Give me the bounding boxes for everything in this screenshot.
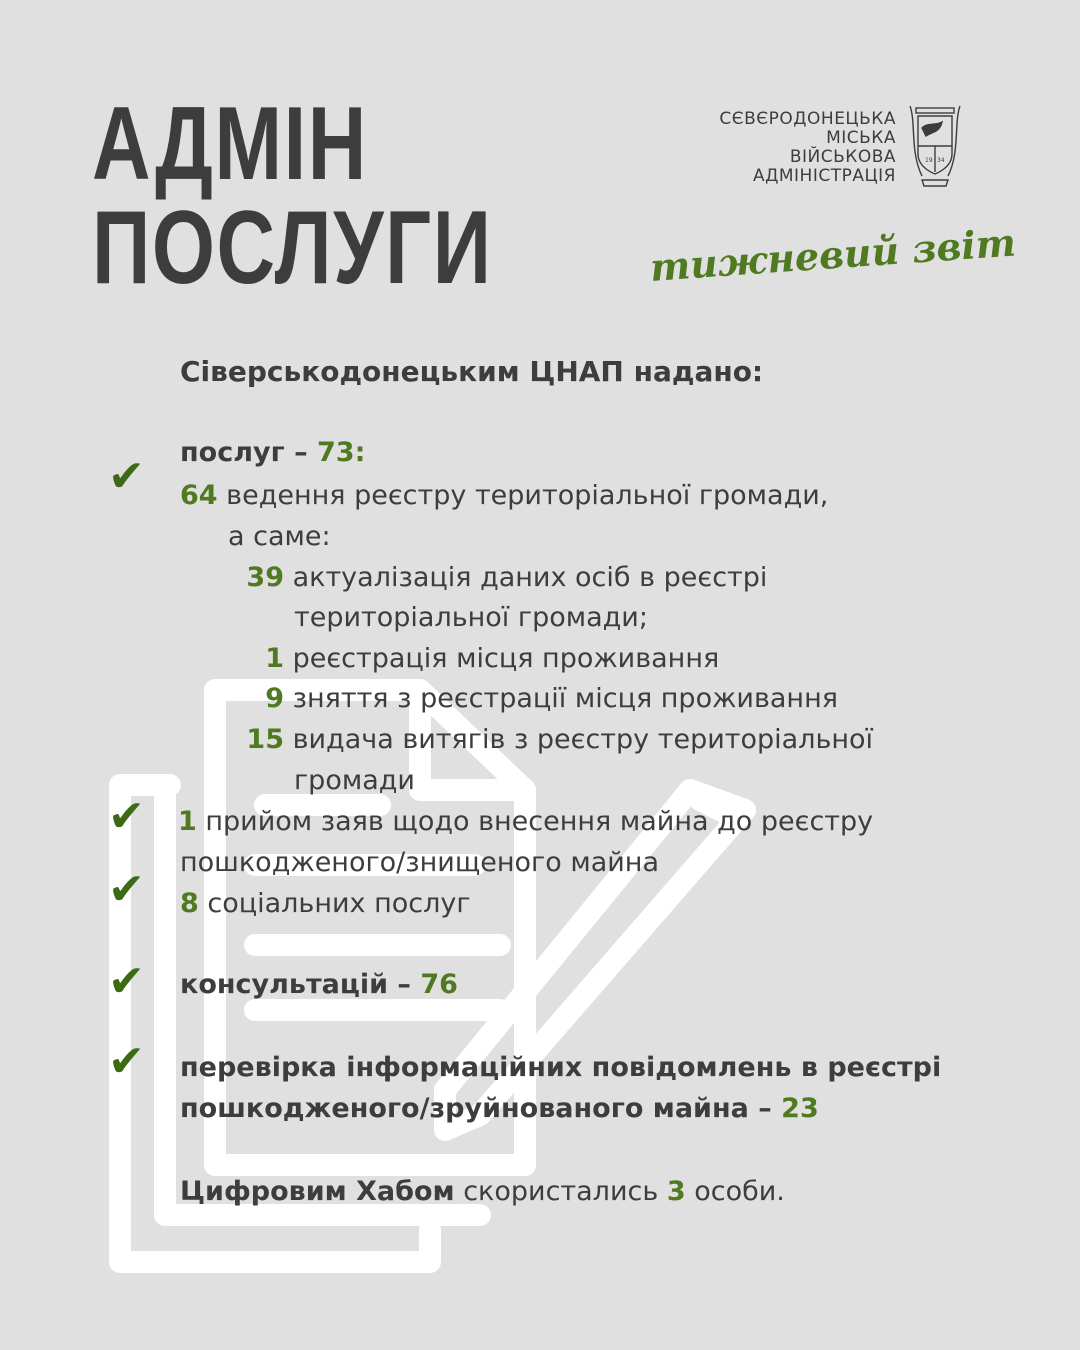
- svg-text:34: 34: [937, 157, 945, 164]
- check-icon: ✔: [108, 864, 145, 915]
- verification-text: пошкодженого/зруйнованого майна –: [180, 1093, 782, 1124]
- sub-count: 39: [246, 562, 284, 593]
- sub-count: 9: [265, 683, 284, 714]
- consultations-count: 76: [420, 969, 458, 1000]
- check-icon: ✔: [108, 1036, 145, 1087]
- org-line: СЄВЄРОДОНЕЦЬКА: [719, 109, 896, 129]
- title-line-2: ПОСЛУГИ: [92, 190, 493, 306]
- consultations-label: консультацій –: [180, 969, 421, 1000]
- check-icon: ✔: [108, 956, 145, 1007]
- sub-item: [244, 720, 873, 760]
- city-emblem-icon: [906, 102, 964, 190]
- sub-text: видача витягів з реєстру територіальної: [292, 724, 874, 755]
- social-text: соціальних послуг: [207, 888, 471, 919]
- consultations-line: [180, 965, 458, 1005]
- sub-item: [244, 639, 719, 679]
- hub-count: 3: [666, 1176, 686, 1207]
- property-text: прийом заяв щодо внесення майна до реєстру: [205, 806, 874, 837]
- hub-line: [180, 1172, 785, 1212]
- organization-name: [719, 110, 896, 186]
- registry-text: ведення реєстру територіальної громади,: [226, 480, 829, 511]
- verification-line: перевірка інформаційних повідомлень в реєстрі: [180, 1052, 942, 1083]
- sub-text: актуалізація даних осіб в реєстрі: [292, 562, 768, 593]
- org-line: ВІЙСЬКОВА: [789, 147, 896, 167]
- sub-text: зняття з реєстрації місця проживання: [292, 683, 838, 714]
- services-label: послуг –: [180, 437, 317, 468]
- sub-count: 1: [265, 643, 284, 674]
- hub-text-end: особи.: [685, 1176, 785, 1207]
- registry-text-cont: а саме:: [228, 521, 331, 552]
- services-total: [180, 433, 365, 473]
- sub-text-cont: територіальної громади;: [294, 602, 648, 633]
- property-count: 1: [178, 806, 197, 837]
- weekly-report-subtitle: тижневий звіт: [648, 219, 1018, 290]
- verification-line-cont: [180, 1089, 819, 1129]
- title-line-1: АДМІН: [92, 86, 368, 202]
- hub-bold: Цифровим Хабом: [180, 1176, 455, 1207]
- social-line: [180, 884, 471, 924]
- registry-line: [180, 476, 828, 516]
- org-line: АДМІНІСТРАЦІЯ: [752, 166, 896, 186]
- sub-count: 15: [246, 724, 284, 755]
- registry-count: 64: [180, 480, 218, 511]
- hub-text: скористались: [454, 1176, 667, 1207]
- verification-count: 23: [781, 1093, 819, 1124]
- sub-item: [244, 558, 767, 598]
- services-count: 73:: [317, 437, 366, 468]
- intro-heading: Сіверськодонецьким ЦНАП надано:: [180, 355, 764, 388]
- sub-item: [244, 679, 838, 719]
- check-icon: ✔: [108, 791, 145, 842]
- org-line: МІСЬКА: [826, 128, 896, 148]
- property-text-cont: пошкодженого/знищеного майна: [180, 847, 659, 878]
- svg-text:19: 19: [925, 157, 933, 164]
- property-line: [178, 802, 873, 842]
- check-icon: ✔: [108, 451, 145, 502]
- sub-text-cont: громади: [294, 765, 415, 796]
- page-title: [92, 86, 493, 306]
- sub-text: реєстрація місця проживання: [292, 643, 720, 674]
- social-count: 8: [180, 888, 199, 919]
